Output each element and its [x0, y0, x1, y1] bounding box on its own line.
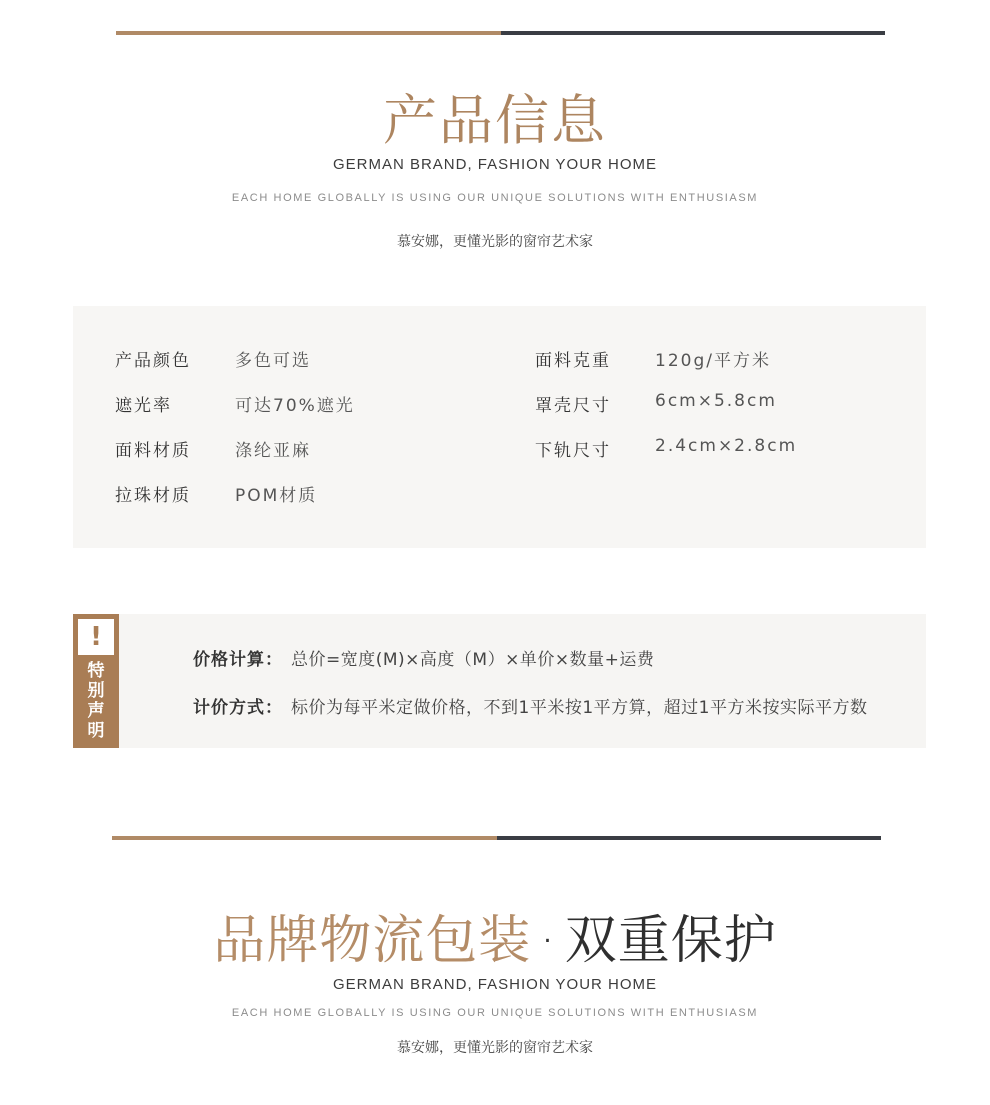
spec-label: 面料材质	[115, 441, 191, 461]
product-info-title: 产品信息	[383, 89, 607, 152]
packaging-title	[0, 898, 990, 973]
notice-value: 总价=宽度(M)×高度（M）×单价×数量+运费	[291, 650, 655, 670]
spec-label: 下轨尺寸	[535, 441, 611, 461]
divider-dark-segment	[501, 31, 885, 35]
spec-value: 2.4cm×2.8cm	[655, 436, 798, 456]
spec-label: 罩壳尺寸	[535, 396, 611, 416]
slogan-line: EACH HOME GLOBALLY IS USING OUR UNIQUE SOLUTIONS WITH ENTHUSIASM	[231, 192, 759, 204]
divider-gold-segment	[112, 836, 497, 840]
spec-value: POM材质	[235, 486, 318, 506]
notice-value: 标价为每平米定做价格，不到1平米按1平方算，超过1平方米按实际平方数	[291, 698, 868, 718]
spec-label: 遮光率	[115, 396, 172, 416]
tagline: 慕安娜，更懂光影的窗帘艺术家	[397, 234, 593, 250]
title-separator: ·	[539, 911, 557, 971]
badge-char: 明	[87, 721, 105, 741]
slogan-line-2: EACH HOME GLOBALLY IS USING OUR UNIQUE SOLUTIONS WITH ENTHUSIASM	[231, 1007, 759, 1019]
notice-badge	[73, 614, 119, 748]
packaging-title-part1: 品牌物流包装	[213, 911, 532, 971]
badge-char: 别	[87, 681, 105, 701]
top-divider	[116, 31, 885, 35]
notice-badge-label	[73, 661, 119, 741]
spec-value: 多色可选	[235, 351, 311, 371]
badge-char: 声	[87, 701, 105, 721]
spec-value: 6cm×5.8cm	[655, 391, 777, 411]
divider-gold-segment	[116, 31, 501, 35]
spec-label: 拉珠材质	[115, 486, 191, 506]
exclamation-icon: !	[78, 619, 114, 655]
brand-line-2: GERMAN BRAND, FASHION YOUR HOME	[332, 976, 658, 993]
notice-row-price	[193, 645, 654, 670]
badge-char: 特	[87, 661, 105, 681]
divider-dark-segment	[497, 836, 881, 840]
brand-line: GERMAN BRAND, FASHION YOUR HOME	[332, 156, 658, 173]
spec-panel	[73, 306, 926, 548]
spec-value: 可达70%遮光	[235, 396, 355, 416]
spec-value: 120g/平方米	[655, 351, 771, 371]
notice-label: 计价方式：	[193, 698, 283, 718]
notice-row-method	[193, 693, 867, 718]
tagline-2: 慕安娜，更懂光影的窗帘艺术家	[397, 1040, 593, 1056]
notice-panel	[73, 614, 926, 748]
second-divider	[112, 836, 881, 840]
notice-label: 价格计算：	[193, 650, 283, 670]
spec-label: 产品颜色	[115, 351, 191, 371]
packaging-title-part2: 双重保护	[564, 911, 777, 971]
spec-value: 涤纶亚麻	[235, 441, 311, 461]
spec-label: 面料克重	[535, 351, 611, 371]
